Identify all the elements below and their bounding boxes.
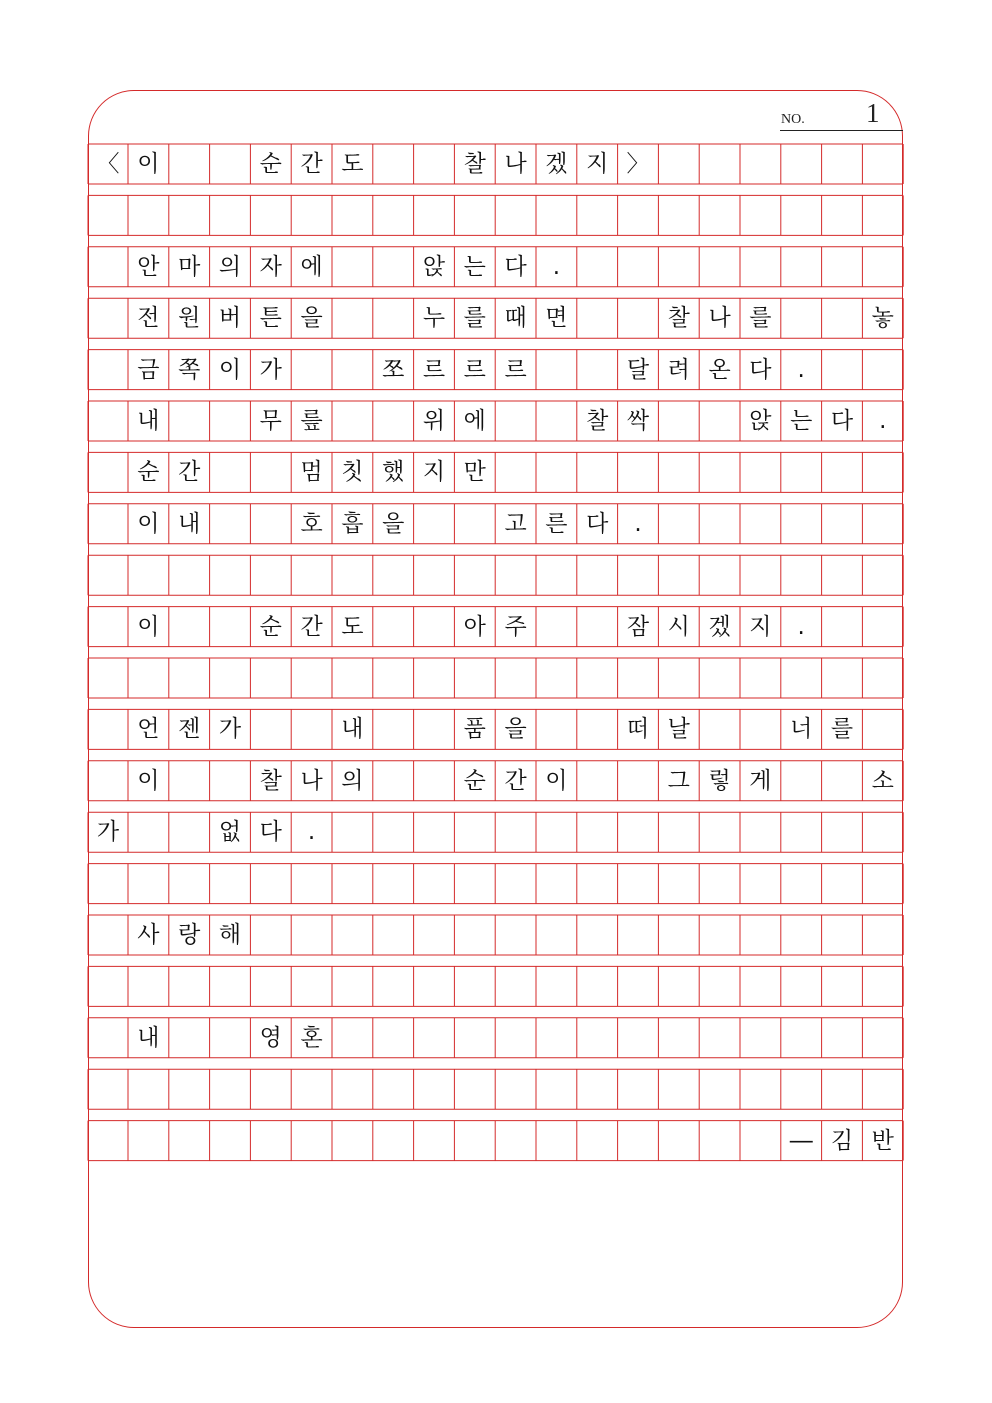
manuscript-glyph (373, 299, 414, 337)
manuscript-glyph (88, 762, 128, 800)
manuscript-glyph: 앉 (749, 408, 772, 434)
manuscript-glyph: 찰 (667, 305, 690, 332)
manuscript-glyph: 이 (545, 767, 568, 794)
manuscript-glyph (210, 1122, 251, 1160)
manuscript-glyph: 지 (586, 151, 609, 177)
manuscript-glyph: 호 (300, 510, 323, 537)
manuscript-glyph: 놓 (871, 305, 894, 332)
manuscript-glyph: 겠 (545, 151, 568, 177)
manuscript-glyph: 간 (178, 459, 201, 486)
manuscript-glyph: 간 (300, 151, 323, 177)
manuscript-glyph (169, 762, 210, 800)
manuscript-glyph (332, 248, 373, 286)
manuscript-glyph: 〈 (96, 151, 120, 177)
manuscript-glyph (536, 351, 577, 389)
manuscript-glyph: 이 (137, 613, 160, 640)
manuscript-glyph: 온 (708, 356, 731, 383)
manuscript-glyph: 멈 (300, 459, 323, 486)
manuscript-glyph (210, 453, 251, 491)
manuscript-glyph: 금 (137, 356, 160, 383)
manuscript-glyph: 이 (137, 767, 160, 794)
manuscript-glyph (88, 1122, 128, 1160)
manuscript-glyph: 도 (341, 151, 364, 177)
manuscript-glyph: 간 (300, 613, 323, 640)
manuscript-glyph: 려 (667, 356, 690, 383)
manuscript-glyph (781, 762, 822, 800)
manuscript-glyph: 가 (259, 356, 282, 383)
manuscript-glyph (822, 299, 863, 337)
manuscript-glyph (536, 710, 577, 748)
manuscript-glyph: 반 (871, 1127, 894, 1154)
manuscript-glyph: 마 (178, 253, 201, 280)
manuscript-glyph (88, 505, 128, 543)
manuscript-glyph (88, 916, 128, 954)
manuscript-glyph: 자 (259, 253, 282, 280)
manuscript-glyph: 가 (96, 819, 120, 846)
page-number-value: 1 (866, 98, 880, 128)
manuscript-glyph: 다 (830, 408, 854, 434)
manuscript-glyph: 내 (137, 1024, 160, 1051)
manuscript-glyph (618, 762, 659, 800)
manuscript-glyph (373, 608, 414, 646)
manuscript-glyph: 아 (463, 613, 486, 640)
manuscript-glyph (862, 710, 903, 748)
manuscript-glyph (536, 608, 577, 646)
manuscript-glyph: 했 (382, 459, 405, 486)
manuscript-glyph: 을 (300, 305, 323, 332)
manuscript-glyph: 는 (790, 408, 813, 434)
manuscript-glyph: 이 (137, 510, 160, 537)
manuscript-glyph: 르 (463, 356, 486, 383)
manuscript-glyph: 이 (218, 356, 242, 383)
manuscript-glyph: 고 (504, 510, 527, 537)
manuscript-glyph: 다 (749, 356, 772, 383)
manuscript-glyph: 도 (341, 613, 364, 640)
manuscript-glyph: 의 (218, 253, 242, 280)
manuscript-glyph: 를 (463, 305, 486, 332)
manuscript-glyph: 렇 (708, 767, 731, 794)
manuscript-glyph (210, 145, 251, 183)
manuscript-glyph: 순 (259, 151, 282, 177)
manuscript-glyph (88, 1019, 128, 1057)
manuscript-glyph (373, 762, 414, 800)
manuscript-glyph (169, 402, 210, 440)
manuscript-glyph: . (552, 253, 561, 280)
manuscript-glyph (740, 710, 781, 748)
manuscript-glyph: 날 (667, 716, 690, 743)
manuscript-glyph (169, 1019, 210, 1057)
manuscript-glyph (88, 299, 128, 337)
manuscript-glyph (414, 505, 455, 543)
manuscript-glyph (577, 762, 618, 800)
manuscript-glyph: 다 (586, 510, 609, 537)
manuscript-glyph: 순 (463, 767, 486, 794)
manuscript-glyph: 그 (667, 767, 690, 794)
manuscript-glyph: 안 (137, 253, 160, 280)
manuscript-glyph (332, 402, 373, 440)
manuscript-glyph: 랑 (178, 922, 201, 948)
manuscript-glyph: . (797, 356, 805, 383)
manuscript-glyph: 순 (137, 459, 160, 486)
manuscript-glyph (88, 402, 128, 440)
manuscript-glyph: 이 (137, 151, 160, 177)
manuscript-glyph: 버 (218, 305, 242, 332)
manuscript-glyph (414, 762, 455, 800)
manuscript-glyph: 너 (790, 716, 813, 743)
manuscript-glyph (699, 1122, 740, 1160)
manuscript-glyph: 쪽 (178, 356, 201, 383)
manuscript-glyph: 혼 (300, 1024, 323, 1051)
manuscript-glyph: 나 (504, 151, 527, 177)
manuscript-glyph (169, 1122, 210, 1160)
manuscript-glyph (618, 1122, 659, 1160)
manuscript-glyph (373, 402, 414, 440)
manuscript-glyph: 에 (300, 253, 323, 280)
manuscript-glyph (250, 710, 291, 748)
manuscript-glyph: 언 (137, 716, 160, 743)
manuscript-glyph (454, 1122, 495, 1160)
manuscript-glyph (699, 402, 740, 440)
manuscript-glyph: 에 (463, 408, 486, 434)
manuscript-glyph (577, 608, 618, 646)
manuscript-glyph: 내 (341, 716, 364, 743)
manuscript-glyph: 소 (871, 767, 894, 794)
manuscript-glyph (658, 1122, 699, 1160)
manuscript-glyph: 영 (259, 1024, 282, 1051)
manuscript-glyph (88, 453, 128, 491)
manuscript-glyph: 무 (259, 408, 282, 434)
manuscript-glyph: 만 (463, 459, 486, 486)
manuscript-glyph (88, 351, 128, 389)
manuscript-glyph: 르 (504, 356, 527, 383)
manuscript-glyph: 싹 (626, 408, 650, 434)
manuscript-glyph: 면 (545, 305, 568, 332)
manuscript-glyph: 지 (749, 613, 772, 640)
manuscript-glyph (577, 1122, 618, 1160)
manuscript-glyph (373, 1122, 414, 1160)
manuscript-glyph (210, 762, 251, 800)
manuscript-glyph (210, 402, 251, 440)
manuscript-glyph: 다 (504, 253, 527, 280)
manuscript-glyph: 앉 (422, 253, 446, 280)
manuscript-glyph: 다 (259, 819, 282, 846)
manuscript-glyph: . (307, 819, 316, 846)
manuscript-glyph: 른 (545, 510, 568, 537)
manuscript-glyph (414, 1122, 455, 1160)
manuscript-glyph (250, 505, 291, 543)
manuscript-glyph: 나 (708, 305, 731, 332)
manuscript-glyph: 김 (830, 1127, 854, 1154)
manuscript-glyph: 쪼 (382, 356, 405, 383)
manuscript-glyph (414, 608, 455, 646)
manuscript-glyph: 위 (422, 408, 446, 434)
manuscript-glyph (495, 1122, 536, 1160)
manuscript-glyph: . (634, 510, 642, 537)
manuscript-glyph (291, 351, 332, 389)
manuscript-glyph: 르 (422, 356, 446, 383)
manuscript-glyph (454, 505, 495, 543)
manuscript-glyph: 찰 (586, 408, 609, 434)
manuscript-glyph: 찰 (259, 767, 282, 794)
manuscript-glyph (88, 248, 128, 286)
manuscript-glyph (658, 402, 699, 440)
manuscript-glyph (210, 505, 251, 543)
manuscript-glyph: 겠 (708, 613, 731, 640)
manuscript-glyph: 원 (178, 305, 201, 332)
manuscript-glyph: 튼 (259, 305, 282, 332)
manuscript-glyph (88, 608, 128, 646)
manuscript-glyph: 를 (830, 716, 854, 743)
manuscript-glyph: 주 (504, 613, 527, 640)
manuscript-glyph (495, 402, 536, 440)
manuscript-glyph (618, 299, 659, 337)
manuscript-glyph (332, 1122, 373, 1160)
page-number-label: NO. (781, 112, 805, 127)
manuscript-glyph: 는 (463, 253, 486, 280)
manuscript-glyph (332, 351, 373, 389)
manuscript-glyph: 내 (178, 510, 201, 537)
manuscript-glyph: 순 (259, 613, 282, 640)
manuscript-glyph: 〉 (626, 151, 650, 177)
manuscript-glyph (291, 710, 332, 748)
manuscript-glyph: 게 (749, 767, 772, 794)
manuscript-glyph: . (879, 408, 887, 434)
manuscript-glyph: 칫 (341, 459, 364, 486)
manuscript-glyph: 전 (137, 305, 160, 332)
manuscript-glyph (373, 710, 414, 748)
manuscript-glyph: ― (789, 1127, 813, 1154)
manuscript-glyph (169, 608, 210, 646)
manuscript-glyph: 시 (667, 613, 690, 640)
manuscript-glyph (577, 299, 618, 337)
manuscript-glyph: 잠 (626, 613, 650, 640)
manuscript-glyph (169, 145, 210, 183)
manuscript-glyph (699, 710, 740, 748)
manuscript-glyph (210, 1019, 251, 1057)
manuscript-glyph (88, 710, 128, 748)
manuscript-glyph: 없 (218, 819, 242, 846)
manuscript-glyph: 내 (137, 408, 160, 434)
manuscript-glyph (577, 710, 618, 748)
manuscript-glyph: 사 (137, 922, 160, 948)
manuscript-glyph (822, 762, 863, 800)
manuscript-glyph: 찰 (463, 151, 486, 177)
manuscript-glyph (210, 608, 251, 646)
manuscript-glyph (250, 1122, 291, 1160)
manuscript-glyph (536, 402, 577, 440)
manuscript-glyph (169, 813, 210, 851)
manuscript-glyph: 간 (504, 767, 527, 794)
manuscript-glyph (781, 299, 822, 337)
manuscript-glyph: 누 (422, 305, 446, 332)
manuscript-glyph: . (797, 613, 805, 640)
manuscript-glyph (332, 299, 373, 337)
manuscript-glyph (128, 813, 169, 851)
manuscript-glyph: 달 (626, 356, 650, 383)
manuscript-glyph (250, 453, 291, 491)
manuscript-glyph (128, 1122, 169, 1160)
manuscript-glyph: 지 (422, 459, 446, 486)
manuscript-glyph: 해 (218, 922, 242, 948)
manuscript-glyph (414, 710, 455, 748)
manuscript-glyph: 때 (504, 305, 527, 332)
manuscript-glyph: 릎 (300, 408, 323, 434)
manuscript-glyph (740, 1122, 781, 1160)
manuscript-glyph: 의 (341, 767, 364, 794)
manuscript-glyph: 나 (300, 767, 323, 794)
manuscript-glyph: 을 (504, 716, 527, 743)
manuscript-glyph (536, 1122, 577, 1160)
manuscript-glyph: 젠 (178, 716, 201, 743)
manuscript-glyph: 를 (749, 305, 772, 332)
manuscript-glyph (373, 248, 414, 286)
manuscript-glyph: 품 (463, 716, 486, 743)
manuscript-glyph (373, 145, 414, 183)
manuscript-glyph (414, 145, 455, 183)
manuscript-glyph: 흡 (341, 510, 364, 537)
manuscript-glyph (291, 1122, 332, 1160)
manuscript-glyph: 을 (382, 510, 405, 537)
manuscript-glyph: 떠 (626, 716, 650, 743)
manuscript-glyph: 가 (218, 716, 242, 743)
manuscript-glyph (577, 351, 618, 389)
